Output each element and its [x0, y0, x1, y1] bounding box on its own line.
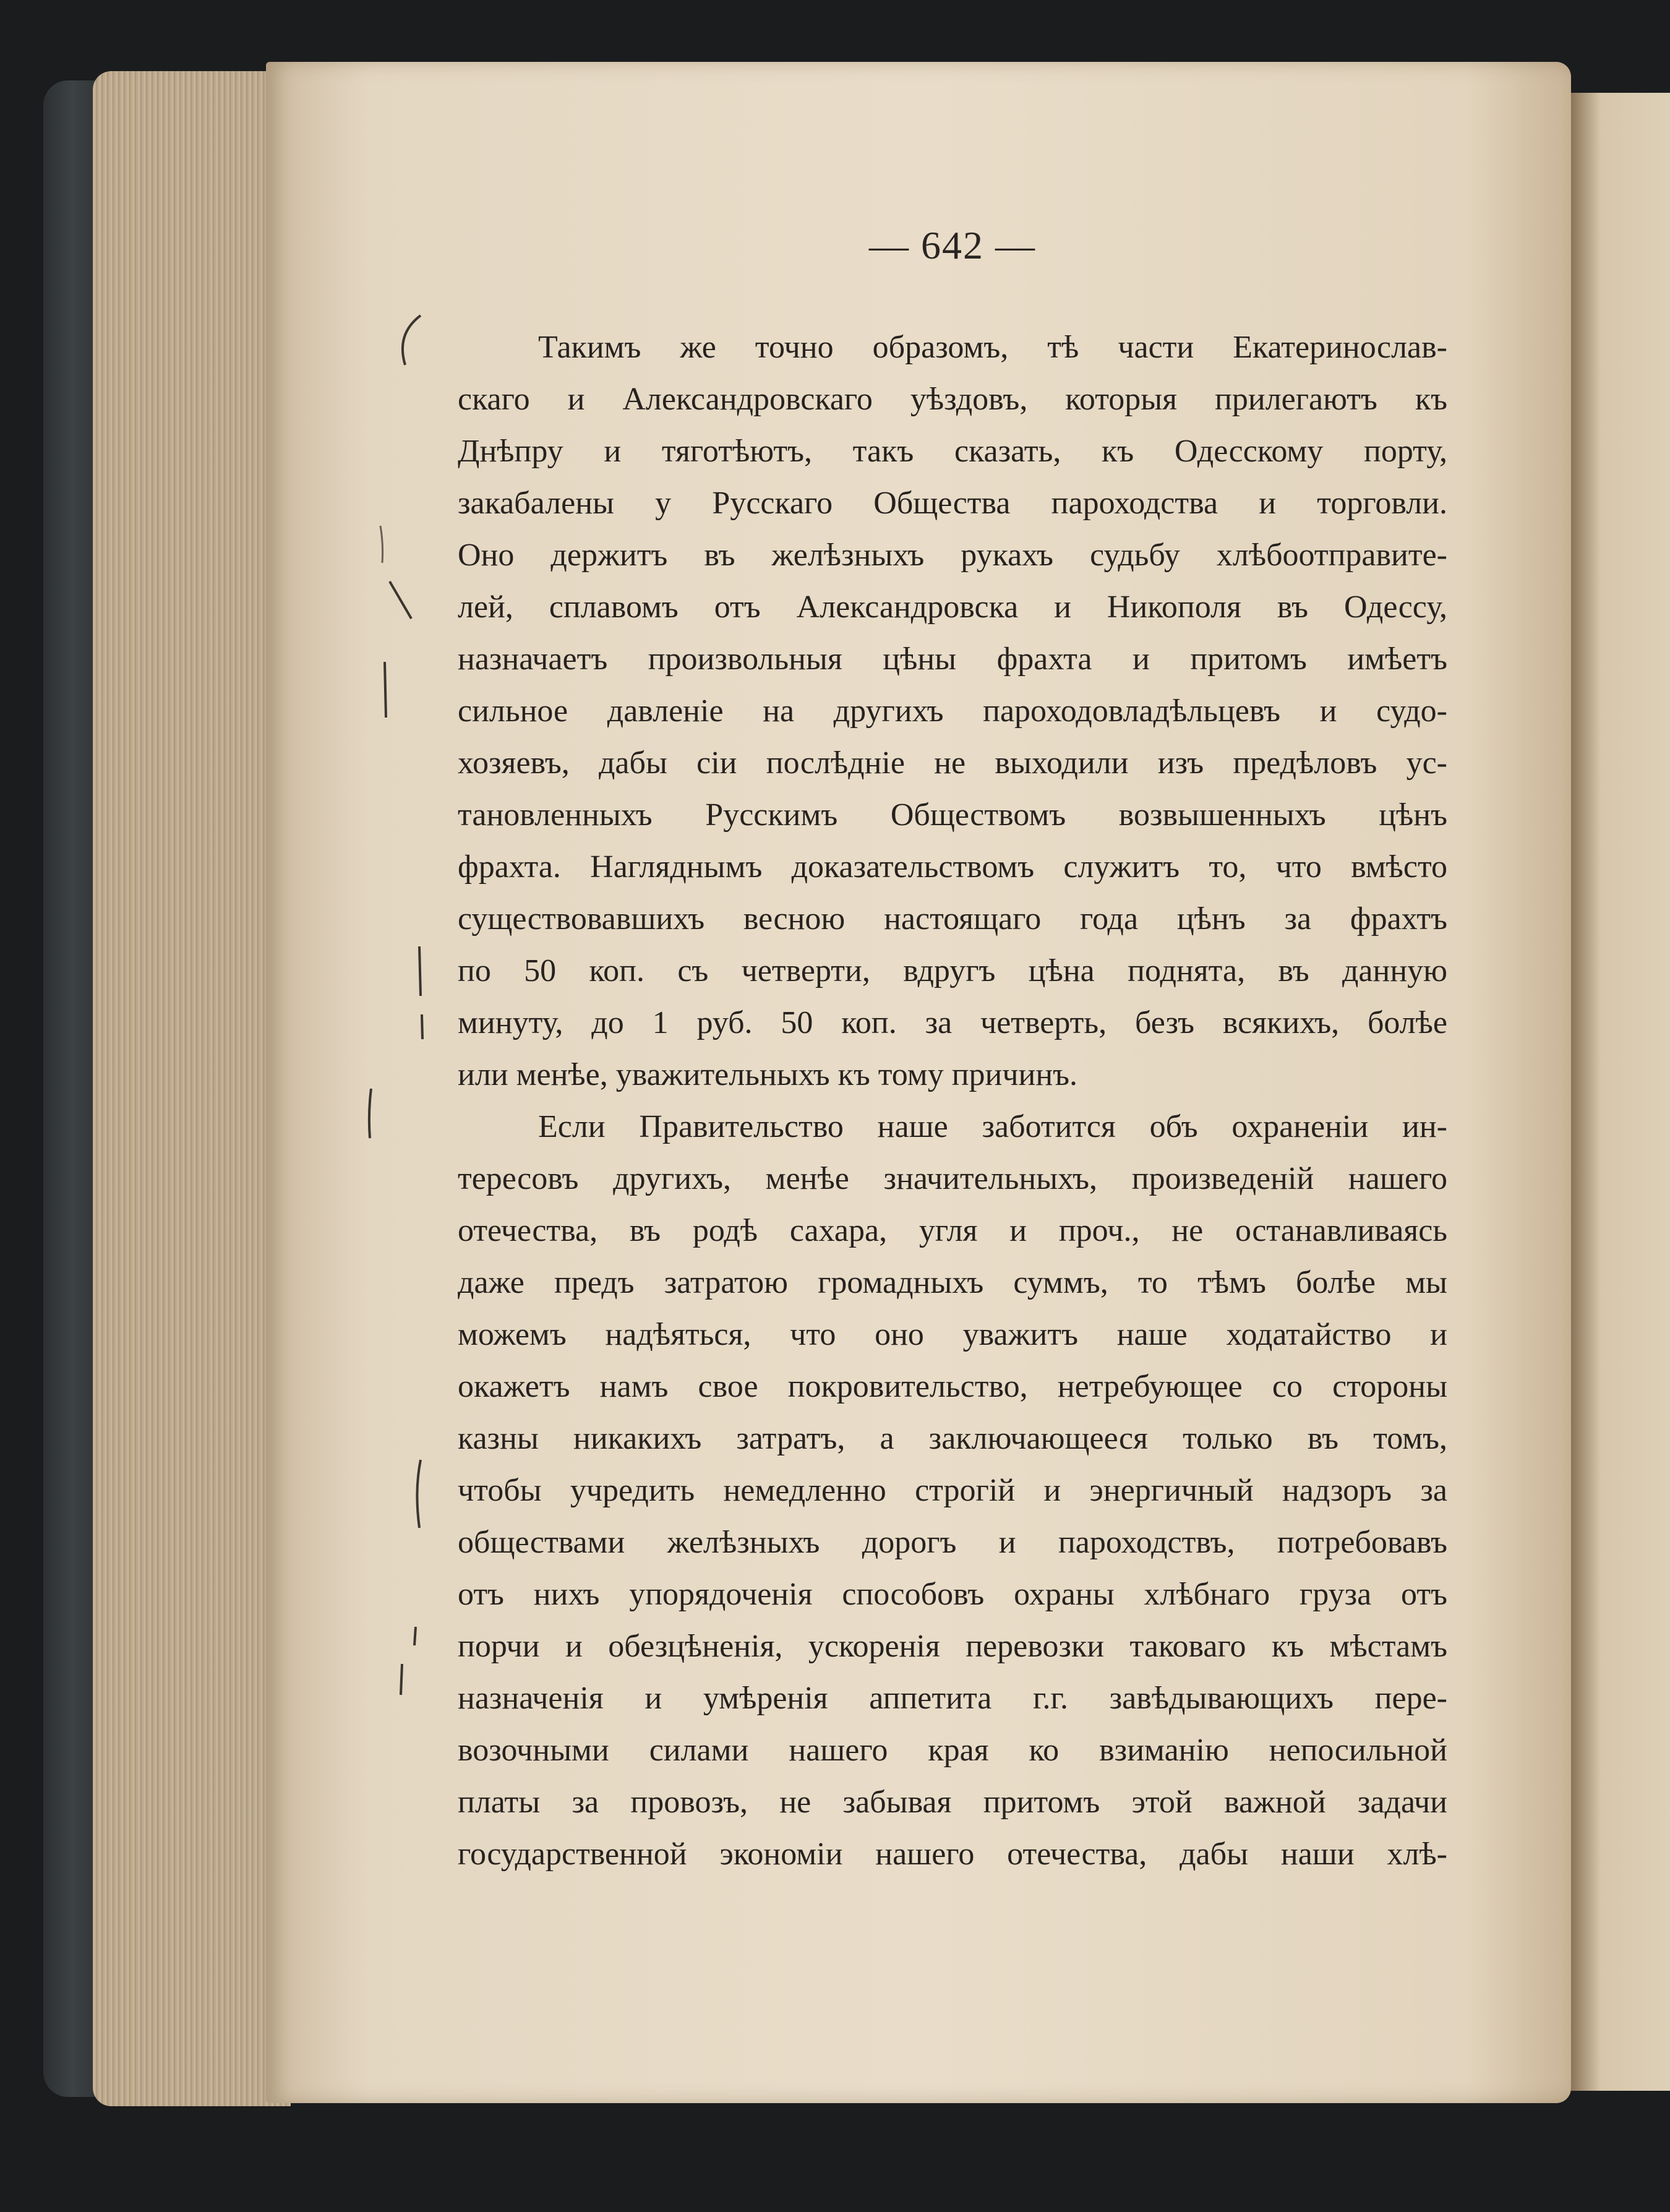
text-line: тановленныхъ Русскимъ Обществомъ возвышенныхъ цѣнъ — [458, 797, 1447, 833]
paragraph-1 — [458, 322, 1447, 1101]
text-line: или менѣе, уважительныхъ къ тому причинъ. — [458, 1057, 1078, 1092]
text-line: минуту, до 1 руб. 50 коп. за четверть, безъ всякихъ, болѣе — [458, 1005, 1447, 1040]
pencil-margin-marks — [346, 297, 470, 1751]
text-line: чтобы учредить немедленно строгій и энергичный надзоръ за — [458, 1473, 1447, 1508]
paragraph-2 — [458, 1101, 1447, 1880]
facing-page-edge — [1571, 93, 1670, 2091]
text-line: Если Правительство наше заботится объ охраненіи ин- — [538, 1109, 1447, 1144]
text-line: назначаетъ произвольныя цѣны фрахта и притомъ имѣетъ — [458, 641, 1447, 677]
text-line: отъ нихъ упорядоченія способовъ охраны хлѣбнаго груза отъ — [458, 1577, 1447, 1612]
text-line: платы за провозъ, не забывая притомъ этой важной задачи — [458, 1785, 1447, 1820]
text-line: можемъ надѣяться, что оно уважитъ наше ходатайство и — [458, 1317, 1447, 1352]
text-line: назначенія и умѣренія аппетита г.г. завѣдывающихъ пере- — [458, 1681, 1447, 1716]
page-stack-edge — [93, 71, 291, 2106]
text-line: обществами желѣзныхъ дорогъ и пароходствъ, потребовавъ — [458, 1525, 1447, 1560]
text-line: отечества, въ родѣ сахара, угля и проч., не останавливаясь — [458, 1213, 1447, 1248]
text-line: казны никакихъ затратъ, а заключающееся только въ томъ, — [458, 1421, 1447, 1456]
text-line: лей, сплавомъ отъ Александровска и Никополя въ Одессу, — [458, 589, 1447, 625]
text-line: закабалены у Русскаго Общества пароходства и торговли. — [458, 486, 1447, 521]
text-line: порчи и обезцѣненія, ускоренія перевозки таковаго къ мѣстамъ — [458, 1629, 1447, 1664]
text-line: существовавшихъ весною настоящаго года цѣнъ за фрахтъ — [458, 901, 1447, 937]
text-line: скаго и Александровскаго уѣздовъ, которыя прилегаютъ къ — [458, 382, 1447, 417]
text-line: даже предъ затратою громадныхъ суммъ, то тѣмъ болѣе мы — [458, 1265, 1447, 1300]
text-line: по 50 коп. съ четверти, вдругъ цѣна поднята, въ данную — [458, 953, 1447, 988]
text-line: хозяевъ, дабы сіи послѣдніе не выходили изъ предѣловъ ус- — [458, 745, 1447, 781]
text-line: окажетъ намъ свое покровительство, нетребующее со стороны — [458, 1369, 1447, 1404]
page-number: — 642 — — [869, 223, 1036, 267]
text-line: фрахта. Нагляднымъ доказательствомъ служитъ то, что вмѣсто — [458, 849, 1447, 885]
text-line: тересовъ другихъ, менѣе значительныхъ, произведеній нашего — [458, 1161, 1447, 1196]
page-body-text — [458, 322, 1447, 1880]
text-line: возочными силами нашего края ко взиманію непосильной — [458, 1733, 1447, 1768]
text-line: сильное давленіе на другихъ пароходовладѣльцевъ и судо- — [458, 693, 1447, 729]
text-line: Оно держитъ въ желѣзныхъ рукахъ судьбу хлѣбоотправите- — [458, 538, 1447, 573]
text-line: Такимъ же точно образомъ, тѣ части Екатеринослав- — [538, 330, 1447, 365]
text-line: государственной экономіи нашего отечества, дабы наши хлѣ- — [458, 1837, 1447, 1872]
text-line: Днѣпру и тяготѣютъ, такъ сказать, къ Одесскому порту, — [458, 434, 1447, 469]
